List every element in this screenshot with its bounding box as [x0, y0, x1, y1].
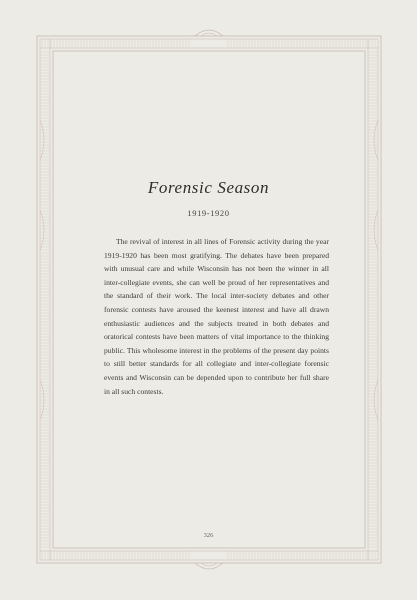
season-years: 1919-1920: [187, 208, 230, 218]
body-paragraph: The revival of interest in all lines of Forensic activity during the year 1919-1920 has been most gratifying. The debates have been prepared with unusual care and while Wisconsin has not been the winner in all inter-collegiate events, she can well be proud of her representatives and the standard of their work. The local inter-society debates and other forensic contests have aroused the keenest interest and have all drawn enthusiastic audiences and the subjects treated in both debates and oratorical contests have been matters of vital importance to the thinking public. This wholesome interest in the problems of the present day points to still better standards for all collegiate and inter-collegiate forensic events and Wisconsin can be depended upon to contribute her full share in all such contests.: [104, 237, 329, 396]
page-title: Forensic Season: [147, 178, 270, 197]
page-number: 326: [203, 532, 214, 539]
